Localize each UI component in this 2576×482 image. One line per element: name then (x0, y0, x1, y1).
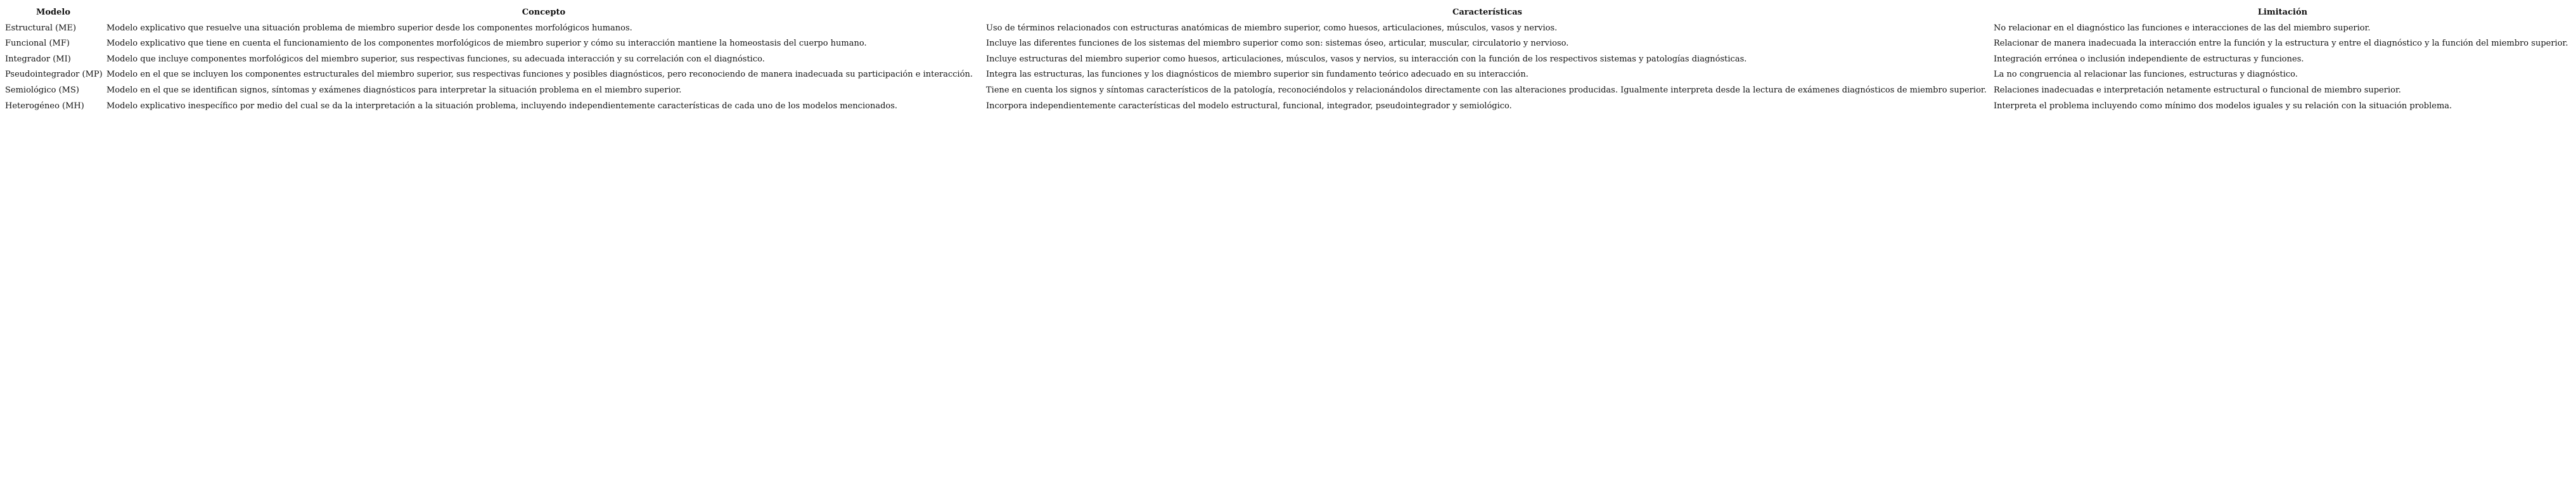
cell-limitacion: Interpreta el problema incluyendo como mínimo dos modelos iguales y su relación con la situación problema. (1994, 101, 2452, 111)
cell-concepto: Modelo explicativo que tiene en cuenta el funcionamiento de los componentes morfológicos de miembro superior y cómo su interacción mantiene la homeostasis del cuerpo humano. (106, 39, 867, 49)
cell-caracteristicas: Incorpora independientemente características del modelo estructural, funcional, integrador, pseudointegrador y semiológico. (986, 101, 1512, 111)
cell-caracteristicas: Integra las estructuras, las funciones y los diagnósticos de miembro superior sin fundamento teórico adecuado en su interacción. (986, 70, 1528, 80)
cell-concepto: Modelo en el que se identifican signos, síntomas y exámenes diagnósticos para interpretar la situación problema en el miembro superior. (106, 85, 682, 95)
cell-limitacion: No relacionar en el diagnóstico las funciones e interacciones de las del miembro superior. (1994, 23, 2371, 33)
cell-limitacion: La no congruencia al relacionar las funciones, estructuras y diagnóstico. (1994, 70, 2298, 80)
header-caracteristicas: Características (1452, 8, 1522, 17)
cell-concepto: Modelo explicativo que resuelve una situación problema de miembro superior desde los componentes morfológicos humanos. (106, 23, 632, 33)
table-row (3, 36, 2574, 52)
table-row (3, 52, 2574, 68)
header-modelo: Modelo (35, 8, 71, 17)
cell-modelo: Funcional (MF) (5, 39, 70, 49)
cell-caracteristicas: Incluye estructuras del miembro superior como huesos, articulaciones, músculos, vasos y nervios, su interacción con la función de los respectivos sistemas y patologías diagnósticas. (986, 54, 1747, 64)
cell-modelo: Heterogéneo (MH) (5, 101, 84, 111)
cell-limitacion: Integración errónea o inclusión independiente de estructuras y funciones. (1994, 54, 2304, 64)
cell-caracteristicas: Uso de términos relacionados con estructuras anatómicas de miembro superior, como huesos, articulaciones, músculos, vasos y nervios. (986, 23, 1558, 33)
cell-concepto: Modelo explicativo inespecífico por medio del cual se da la interpretación a la situación problema, incluyendo independientemente características de cada uno de los modelos mencionados. (106, 101, 898, 111)
header-limitacion: Limitación (2257, 8, 2308, 17)
table-header (3, 5, 2574, 21)
cell-concepto: Modelo en el que se incluyen los componentes estructurales del miembro superior, sus respectivas funciones y posibles diagnósticos, pero reconociendo de manera inadecuada su participación e interacción. (106, 70, 973, 80)
header-concepto: Concepto (522, 8, 566, 17)
table-row (3, 83, 2574, 99)
cell-modelo: Pseudointegrador (MP) (5, 70, 103, 80)
cell-concepto: Modelo que incluye componentes morfológicos del miembro superior, sus respectivas funciones, su adecuada interacción y su correlación con el diagnóstico. (106, 54, 765, 64)
cell-modelo: Semiológico (MS) (5, 85, 79, 95)
cell-caracteristicas: Tiene en cuenta los signos y síntomas característicos de la patología, reconociéndolos y relacionándolos directamente con las alteraciones producidas. Igualmente interpreta desde la lectura de exámenes diagnósticos de miembro superior. (986, 85, 1987, 95)
table-row (3, 21, 2574, 37)
cell-limitacion: Relaciones inadecuadas e interpretación netamente estructural o funcional de miembro superior. (1994, 85, 2401, 95)
cell-limitacion: Relacionar de manera inadecuada la interacción entre la función y la estructura y entre el diagnóstico y la función del miembro superior. (1994, 39, 2568, 49)
table-body (3, 21, 2574, 115)
header-row (3, 5, 2574, 21)
cell-caracteristicas: Incluye las diferentes funciones de los sistemas del miembro superior como son: sistemas óseo, articular, muscular, circulatorio y nervioso. (986, 39, 1569, 49)
table-row (3, 99, 2574, 115)
models-table (3, 5, 2574, 114)
table-row (3, 67, 2574, 83)
cell-modelo: Integrador (MI) (5, 54, 71, 64)
cell-modelo: Estructural (ME) (5, 23, 77, 33)
